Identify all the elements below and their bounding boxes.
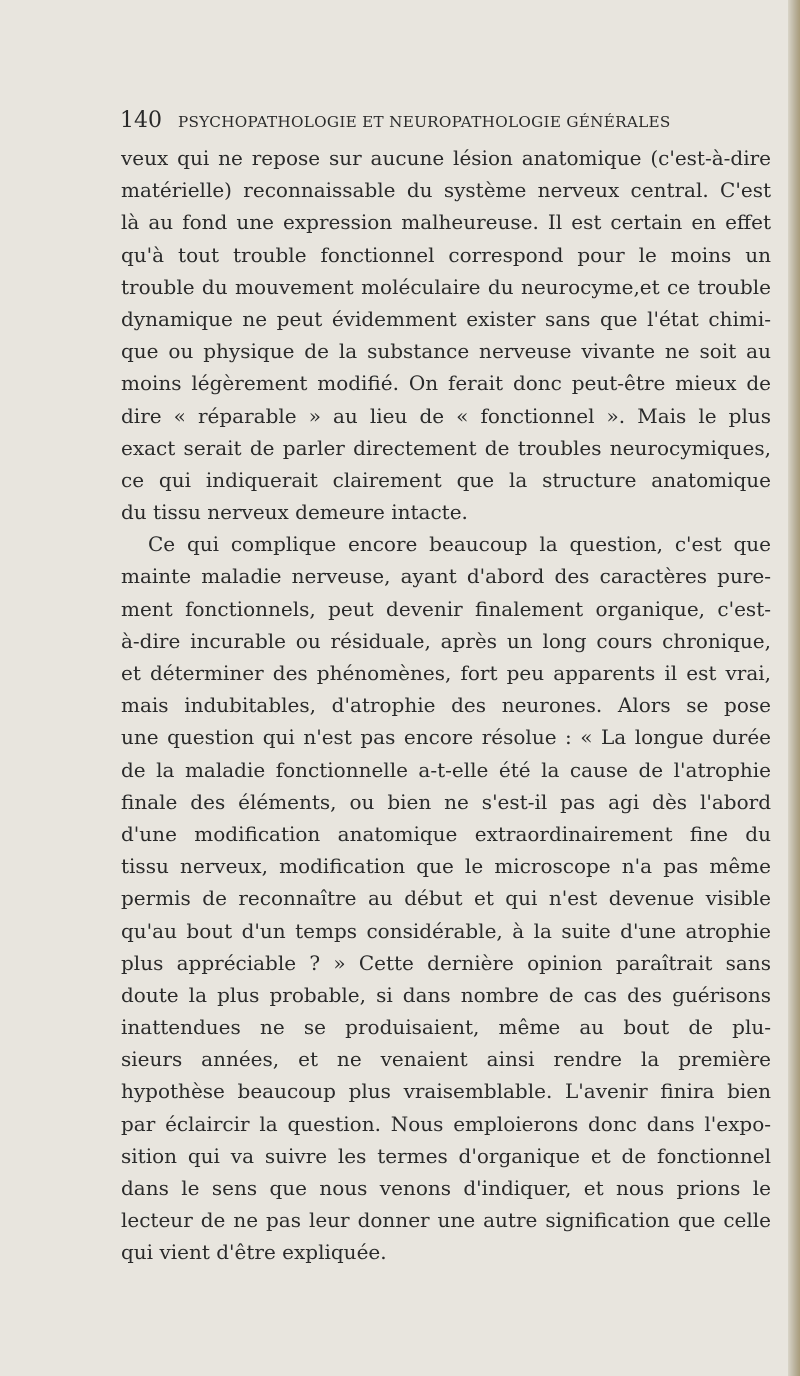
page-edge (788, 0, 800, 1376)
page-number: 140 (120, 108, 162, 133)
text-line: exact serait de parler directement de troubles neurocymiques, (121, 435, 771, 460)
text-line: dynamique ne peut évidemment exister sans que l'état chimi- (121, 306, 771, 331)
text-line: et déterminer des phénomènes, fort peu apparents il est vrai, (121, 661, 771, 685)
text-line: dans le sens que nous venons d'indiquer, et nous prions le (121, 1176, 771, 1200)
text-line: sieurs années, et ne venaient ainsi rendre la première (121, 1047, 771, 1072)
text-line: sition qui va suivre les termes d'organique et de fonctionnel (121, 1143, 771, 1168)
text-line: finale des éléments, ou bien ne s'est-il pas agi dès l'abord (121, 789, 771, 814)
text-line: qu'à tout trouble fonctionnel correspond pour le moins un (121, 242, 771, 267)
text-line: trouble du mouvement moléculaire du neurocyme,et ce trouble (121, 274, 771, 299)
text-line: ce qui indiquerait clairement que la structure anatomique (121, 467, 771, 492)
text-line: lecteur de ne pas leur donner une autre signification que celle (121, 1208, 771, 1233)
page-header (120, 108, 760, 140)
text-line: dire « réparable » au lieu de « fonctionnel ». Mais le plus (121, 403, 771, 428)
text-line: permis de reconnaître au début et qui n'est devenue visible (121, 886, 771, 911)
text-line: veux qui ne repose sur aucune lésion anatomique (c'est-à-dire (121, 146, 771, 170)
text-line: une question qui n'est pas encore résolue : « La longue durée (121, 725, 771, 750)
text-line: ment fonctionnels, peut devenir finalement organique, c'est- (121, 596, 771, 621)
text-line: là au fond une expression malheureuse. Il est certain en effet (121, 210, 771, 235)
text-line: tissu nerveux, modification que le microscope n'a pas même (121, 854, 771, 879)
text-line: par éclaircir la question. Nous emploierons donc dans l'expo- (121, 1111, 771, 1136)
body-text (121, 142, 771, 1269)
text-line: doute la plus probable, si dans nombre de cas des guérisons (121, 982, 771, 1007)
text-line: inattendues ne se produisaient, même au bout de plu- (121, 1015, 771, 1040)
text-line: mais indubitables, d'atrophie des neurones. Alors se pose (121, 693, 771, 718)
paragraph-start-line: Ce qui complique encore beaucoup la question, c'est que (148, 532, 771, 557)
text-line: d'une modification anatomique extraordinairement fine du (121, 821, 771, 846)
text-line: de la maladie fonctionnelle a-t-elle été la cause de l'atrophie (121, 757, 771, 782)
running-title: PSYCHOPATHOLOGIE ET NEUROPATHOLOGIE GÉNÉRALES (178, 113, 671, 131)
text-line: à-dire incurable ou résiduale, après un long cours chronique, (121, 628, 771, 653)
text-line: qui vient d'être expliquée. (121, 1240, 387, 1265)
text-line: mainte maladie nerveuse, ayant d'abord des caractères pure- (121, 564, 771, 589)
text-line: matérielle) reconnaissable du système nerveux central. C'est (121, 178, 771, 203)
text-line: que ou physique de la substance nerveuse vivante ne soit au (121, 339, 771, 364)
text-line: qu'au bout d'un temps considérable, à la suite d'une atrophie (121, 918, 771, 943)
text-line: du tissu nerveux demeure intacte. (121, 500, 468, 525)
text-line: hypothèse beaucoup plus vraisemblable. L'avenir finira bien (121, 1079, 771, 1104)
text-line: moins légèrement modifié. On ferait donc peut-être mieux de (121, 371, 771, 396)
text-line: plus appréciable ? » Cette dernière opinion paraîtrait sans (121, 950, 771, 975)
